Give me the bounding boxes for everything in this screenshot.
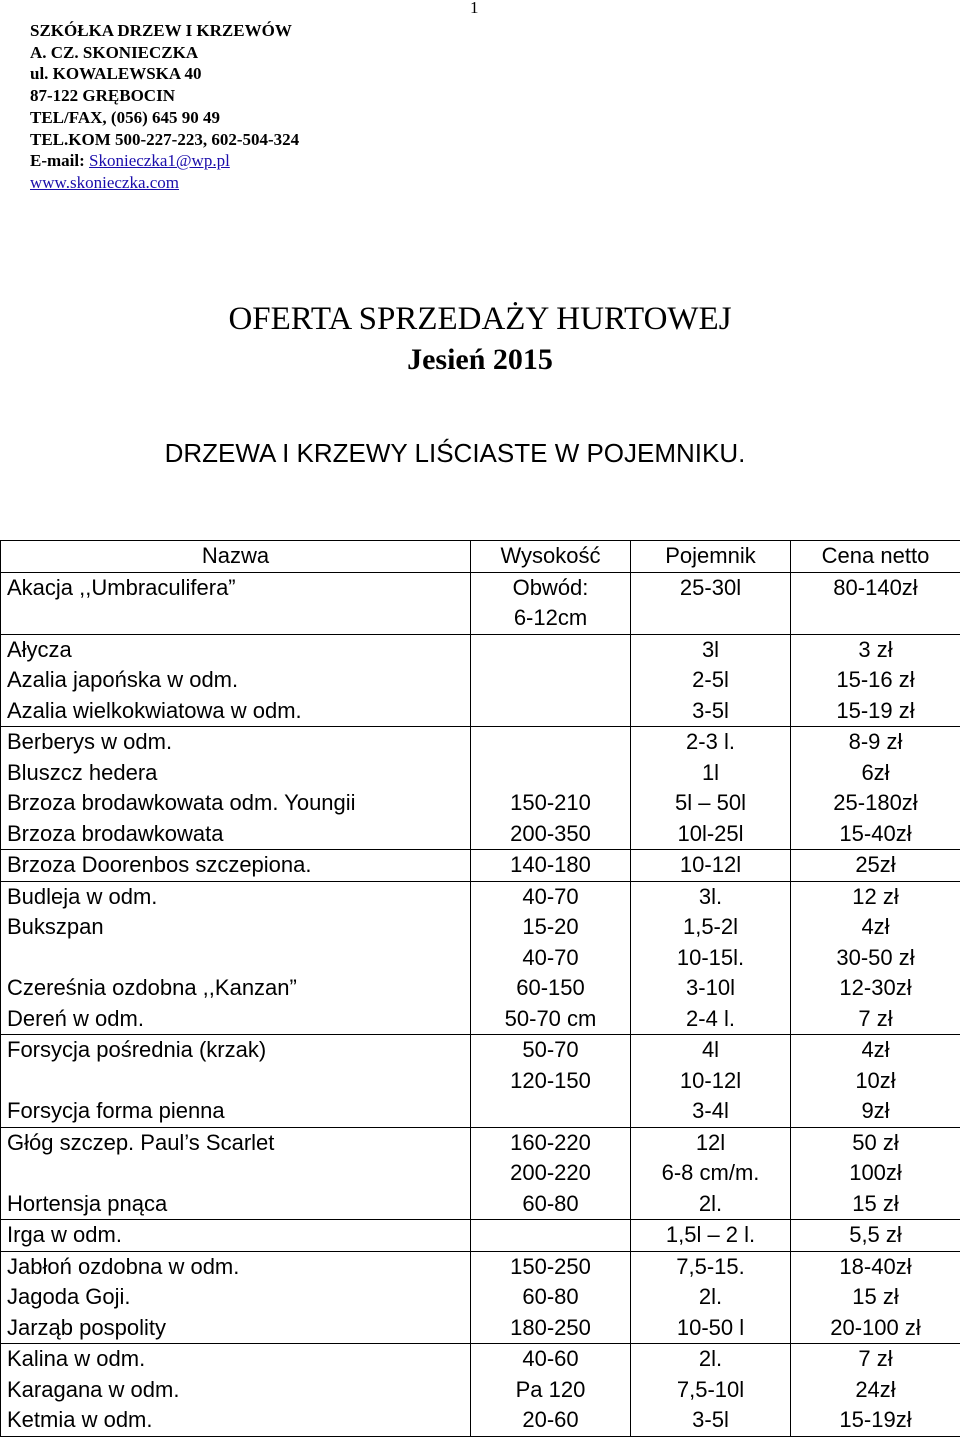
- header-container: Pojemnik: [631, 541, 791, 573]
- name-line: Akacja ,,Umbraculifera”: [7, 573, 464, 604]
- price-cell: [791, 727, 960, 850]
- container-line: 3-5l: [637, 1405, 784, 1436]
- height-cell: [471, 1220, 631, 1252]
- header-price: Cena netto: [791, 541, 960, 573]
- table-row: [1, 1251, 960, 1344]
- height-line: 50-70: [477, 1035, 624, 1066]
- price-line: 9zł: [797, 1096, 954, 1127]
- container-line: 4l: [637, 1035, 784, 1066]
- price-line: 4zł: [797, 912, 954, 943]
- name-line: Jagoda Goji.: [7, 1282, 464, 1313]
- table-body: [1, 572, 960, 1436]
- height-line: 180-250: [477, 1313, 624, 1344]
- container-cell: [631, 881, 791, 1035]
- container-line: 10-15l.: [637, 943, 784, 974]
- name-cell: [1, 634, 471, 727]
- name-cell: [1, 1344, 471, 1437]
- price-line: 25-180zł: [797, 788, 954, 819]
- name-line: Irga w odm.: [7, 1220, 464, 1251]
- table-row: [1, 727, 960, 850]
- price-line: 15 zł: [797, 1189, 954, 1220]
- price-table-wrapper: [0, 540, 960, 1437]
- price-line: 5,5 zł: [797, 1220, 954, 1251]
- section-heading: DRZEWA I KRZEWY LIŚCIASTE W POJEMNIKU.: [0, 436, 910, 470]
- container-line: 3l.: [637, 882, 784, 913]
- price-line: 15-19 zł: [797, 696, 954, 727]
- name-line: Azalia japońska w odm.: [7, 665, 464, 696]
- header-height: Wysokość: [471, 541, 631, 573]
- table-row: [1, 634, 960, 727]
- name-cell: [1, 850, 471, 882]
- container-line: 3-10l: [637, 973, 784, 1004]
- height-line: [477, 696, 624, 727]
- container-cell: [631, 1127, 791, 1220]
- container-line: 5l – 50l: [637, 788, 784, 819]
- name-line: Brzoza Doorenbos szczepiona.: [7, 850, 464, 881]
- container-line: 3-4l: [637, 1096, 784, 1127]
- price-table: [0, 540, 960, 1437]
- table-row: [1, 1127, 960, 1220]
- container-cell: [631, 572, 791, 634]
- price-cell: [791, 1251, 960, 1344]
- name-line: Berberys w odm.: [7, 727, 464, 758]
- name-line: Bukszpan: [7, 912, 464, 943]
- email-line: [30, 150, 299, 172]
- price-line: 20-100 zł: [797, 1313, 954, 1344]
- height-line: [477, 1096, 624, 1127]
- height-cell: [471, 850, 631, 882]
- price-cell: [791, 1344, 960, 1437]
- owner-name: A. CZ. SKONIECZKA: [30, 42, 299, 64]
- page-number: 1: [470, 0, 479, 18]
- height-cell: [471, 881, 631, 1035]
- name-line: [7, 943, 464, 974]
- container-line: 2-4 l.: [637, 1004, 784, 1035]
- height-line: [477, 727, 624, 758]
- name-line: Głóg szczep. Paul’s Scarlet: [7, 1128, 464, 1159]
- table-row: [1, 1344, 960, 1437]
- name-line: Forsycja forma pienna: [7, 1096, 464, 1127]
- price-line: 12-30zł: [797, 973, 954, 1004]
- name-line: Azalia wielkokwiatowa w odm.: [7, 696, 464, 727]
- website-link[interactable]: www.skonieczka.com: [30, 173, 179, 192]
- container-line: 12l: [637, 1128, 784, 1159]
- website-line: [30, 172, 299, 194]
- price-line: 3 zł: [797, 635, 954, 666]
- height-line: 150-210: [477, 788, 624, 819]
- container-line: 10l-25l: [637, 819, 784, 850]
- height-line: 60-150: [477, 973, 624, 1004]
- table-row: [1, 1035, 960, 1128]
- name-line: Jarząb pospolity: [7, 1313, 464, 1344]
- container-line: 10-50 l: [637, 1313, 784, 1344]
- height-line: 140-180: [477, 850, 624, 881]
- container-cell: [631, 1035, 791, 1128]
- height-line: 120-150: [477, 1066, 624, 1097]
- height-line: 40-70: [477, 882, 624, 913]
- height-cell: [471, 1127, 631, 1220]
- price-cell: [791, 634, 960, 727]
- table-header-row: [1, 541, 960, 573]
- city-address: 87-122 GRĘBOCIN: [30, 85, 299, 107]
- table-row: [1, 572, 960, 634]
- container-line: 3l: [637, 635, 784, 666]
- height-line: 50-70 cm: [477, 1004, 624, 1035]
- price-cell: [791, 881, 960, 1035]
- price-line: 12 zł: [797, 882, 954, 913]
- name-cell: [1, 727, 471, 850]
- table-row: [1, 881, 960, 1035]
- height-line: [477, 758, 624, 789]
- name-line: Hortensja pnąca: [7, 1189, 464, 1220]
- container-line: 2-5l: [637, 665, 784, 696]
- offer-title: OFERTA SPRZEDAŻY HURTOWEJ: [0, 298, 960, 340]
- container-line: 6-8 cm/m.: [637, 1158, 784, 1189]
- container-cell: [631, 727, 791, 850]
- container-line: 2l.: [637, 1282, 784, 1313]
- price-line: 15 zł: [797, 1282, 954, 1313]
- container-line: 2-3 l.: [637, 727, 784, 758]
- phone-fax: TEL/FAX, (056) 645 90 49: [30, 107, 299, 129]
- price-line: 10zł: [797, 1066, 954, 1097]
- container-cell: [631, 850, 791, 882]
- container-line: 10-12l: [637, 1066, 784, 1097]
- height-line: 40-70: [477, 943, 624, 974]
- price-line: 15-40zł: [797, 819, 954, 850]
- name-line: Ałycza: [7, 635, 464, 666]
- container-line: 25-30l: [637, 573, 784, 604]
- price-cell: [791, 850, 960, 882]
- height-line: [477, 1220, 624, 1251]
- height-cell: [471, 634, 631, 727]
- price-line: 100zł: [797, 1158, 954, 1189]
- price-cell: [791, 1220, 960, 1252]
- name-line: Dereń w odm.: [7, 1004, 464, 1035]
- container-line: 2l.: [637, 1189, 784, 1220]
- height-line: 40-60: [477, 1344, 624, 1375]
- height-line: 150-250: [477, 1252, 624, 1283]
- container-line: 3-5l: [637, 696, 784, 727]
- price-line: 7 zł: [797, 1004, 954, 1035]
- name-line: [7, 1158, 464, 1189]
- container-line: 10-12l: [637, 850, 784, 881]
- height-line: 20-60: [477, 1405, 624, 1436]
- height-cell: [471, 727, 631, 850]
- name-line: Forsycja pośrednia (krzak): [7, 1035, 464, 1066]
- container-line: 1l: [637, 758, 784, 789]
- height-line: 60-80: [477, 1282, 624, 1313]
- container-cell: [631, 634, 791, 727]
- container-line: 1,5-2l: [637, 912, 784, 943]
- price-cell: [791, 1035, 960, 1128]
- company-name: SZKÓŁKA DRZEW I KRZEWÓW: [30, 20, 299, 42]
- container-line: 1,5l – 2 l.: [637, 1220, 784, 1251]
- price-line: 25zł: [797, 850, 954, 881]
- height-line: [477, 665, 624, 696]
- table-row: [1, 1220, 960, 1252]
- name-cell: [1, 881, 471, 1035]
- container-line: 2l.: [637, 1344, 784, 1375]
- name-line: Karagana w odm.: [7, 1375, 464, 1406]
- height-line: 160-220: [477, 1128, 624, 1159]
- name-cell: [1, 1220, 471, 1252]
- height-line: 60-80: [477, 1189, 624, 1220]
- header-name: Nazwa: [1, 541, 471, 573]
- price-cell: [791, 1127, 960, 1220]
- name-line: Kalina w odm.: [7, 1344, 464, 1375]
- height-cell: [471, 1035, 631, 1128]
- price-line: 4zł: [797, 1035, 954, 1066]
- name-line: [7, 1066, 464, 1097]
- height-line: 200-350: [477, 819, 624, 850]
- price-cell: [791, 572, 960, 634]
- name-cell: [1, 1251, 471, 1344]
- season-subtitle: Jesień 2015: [0, 340, 960, 380]
- price-line: 8-9 zł: [797, 727, 954, 758]
- price-line: 7 zł: [797, 1344, 954, 1375]
- price-line: 6zł: [797, 758, 954, 789]
- price-line: 24zł: [797, 1375, 954, 1406]
- height-line: Pa 120: [477, 1375, 624, 1406]
- price-line: 15-19zł: [797, 1405, 954, 1436]
- height-line: 6-12cm: [477, 603, 624, 634]
- height-cell: [471, 1251, 631, 1344]
- mobile-phones: TEL.KOM 500-227-223, 602-504-324: [30, 129, 299, 151]
- container-line: 7,5-15.: [637, 1252, 784, 1283]
- name-line: Jabłoń ozdobna w odm.: [7, 1252, 464, 1283]
- email-label: E-mail:: [30, 151, 89, 170]
- price-line: 50 zł: [797, 1128, 954, 1159]
- height-line: 200-220: [477, 1158, 624, 1189]
- height-line: [477, 635, 624, 666]
- price-line: 80-140zł: [797, 573, 954, 604]
- email-link[interactable]: Skonieczka1@wp.pl: [89, 151, 230, 170]
- street-address: ul. KOWALEWSKA 40: [30, 63, 299, 85]
- name-line: Bluszcz hedera: [7, 758, 464, 789]
- name-cell: [1, 1035, 471, 1128]
- price-line: 30-50 zł: [797, 943, 954, 974]
- container-line: 7,5-10l: [637, 1375, 784, 1406]
- height-line: Obwód:: [477, 573, 624, 604]
- height-cell: [471, 572, 631, 634]
- name-line: Budleja w odm.: [7, 882, 464, 913]
- company-header: [30, 20, 299, 194]
- table-row: [1, 850, 960, 882]
- name-line: Czereśnia ozdobna ,,Kanzan”: [7, 973, 464, 1004]
- price-line: 18-40zł: [797, 1252, 954, 1283]
- price-line: 15-16 zł: [797, 665, 954, 696]
- height-cell: [471, 1344, 631, 1437]
- name-line: Ketmia w odm.: [7, 1405, 464, 1436]
- container-cell: [631, 1344, 791, 1437]
- name-line: Brzoza brodawkowata odm. Youngii: [7, 788, 464, 819]
- height-line: 15-20: [477, 912, 624, 943]
- container-cell: [631, 1220, 791, 1252]
- name-cell: [1, 572, 471, 634]
- name-cell: [1, 1127, 471, 1220]
- container-cell: [631, 1251, 791, 1344]
- name-line: Brzoza brodawkowata: [7, 819, 464, 850]
